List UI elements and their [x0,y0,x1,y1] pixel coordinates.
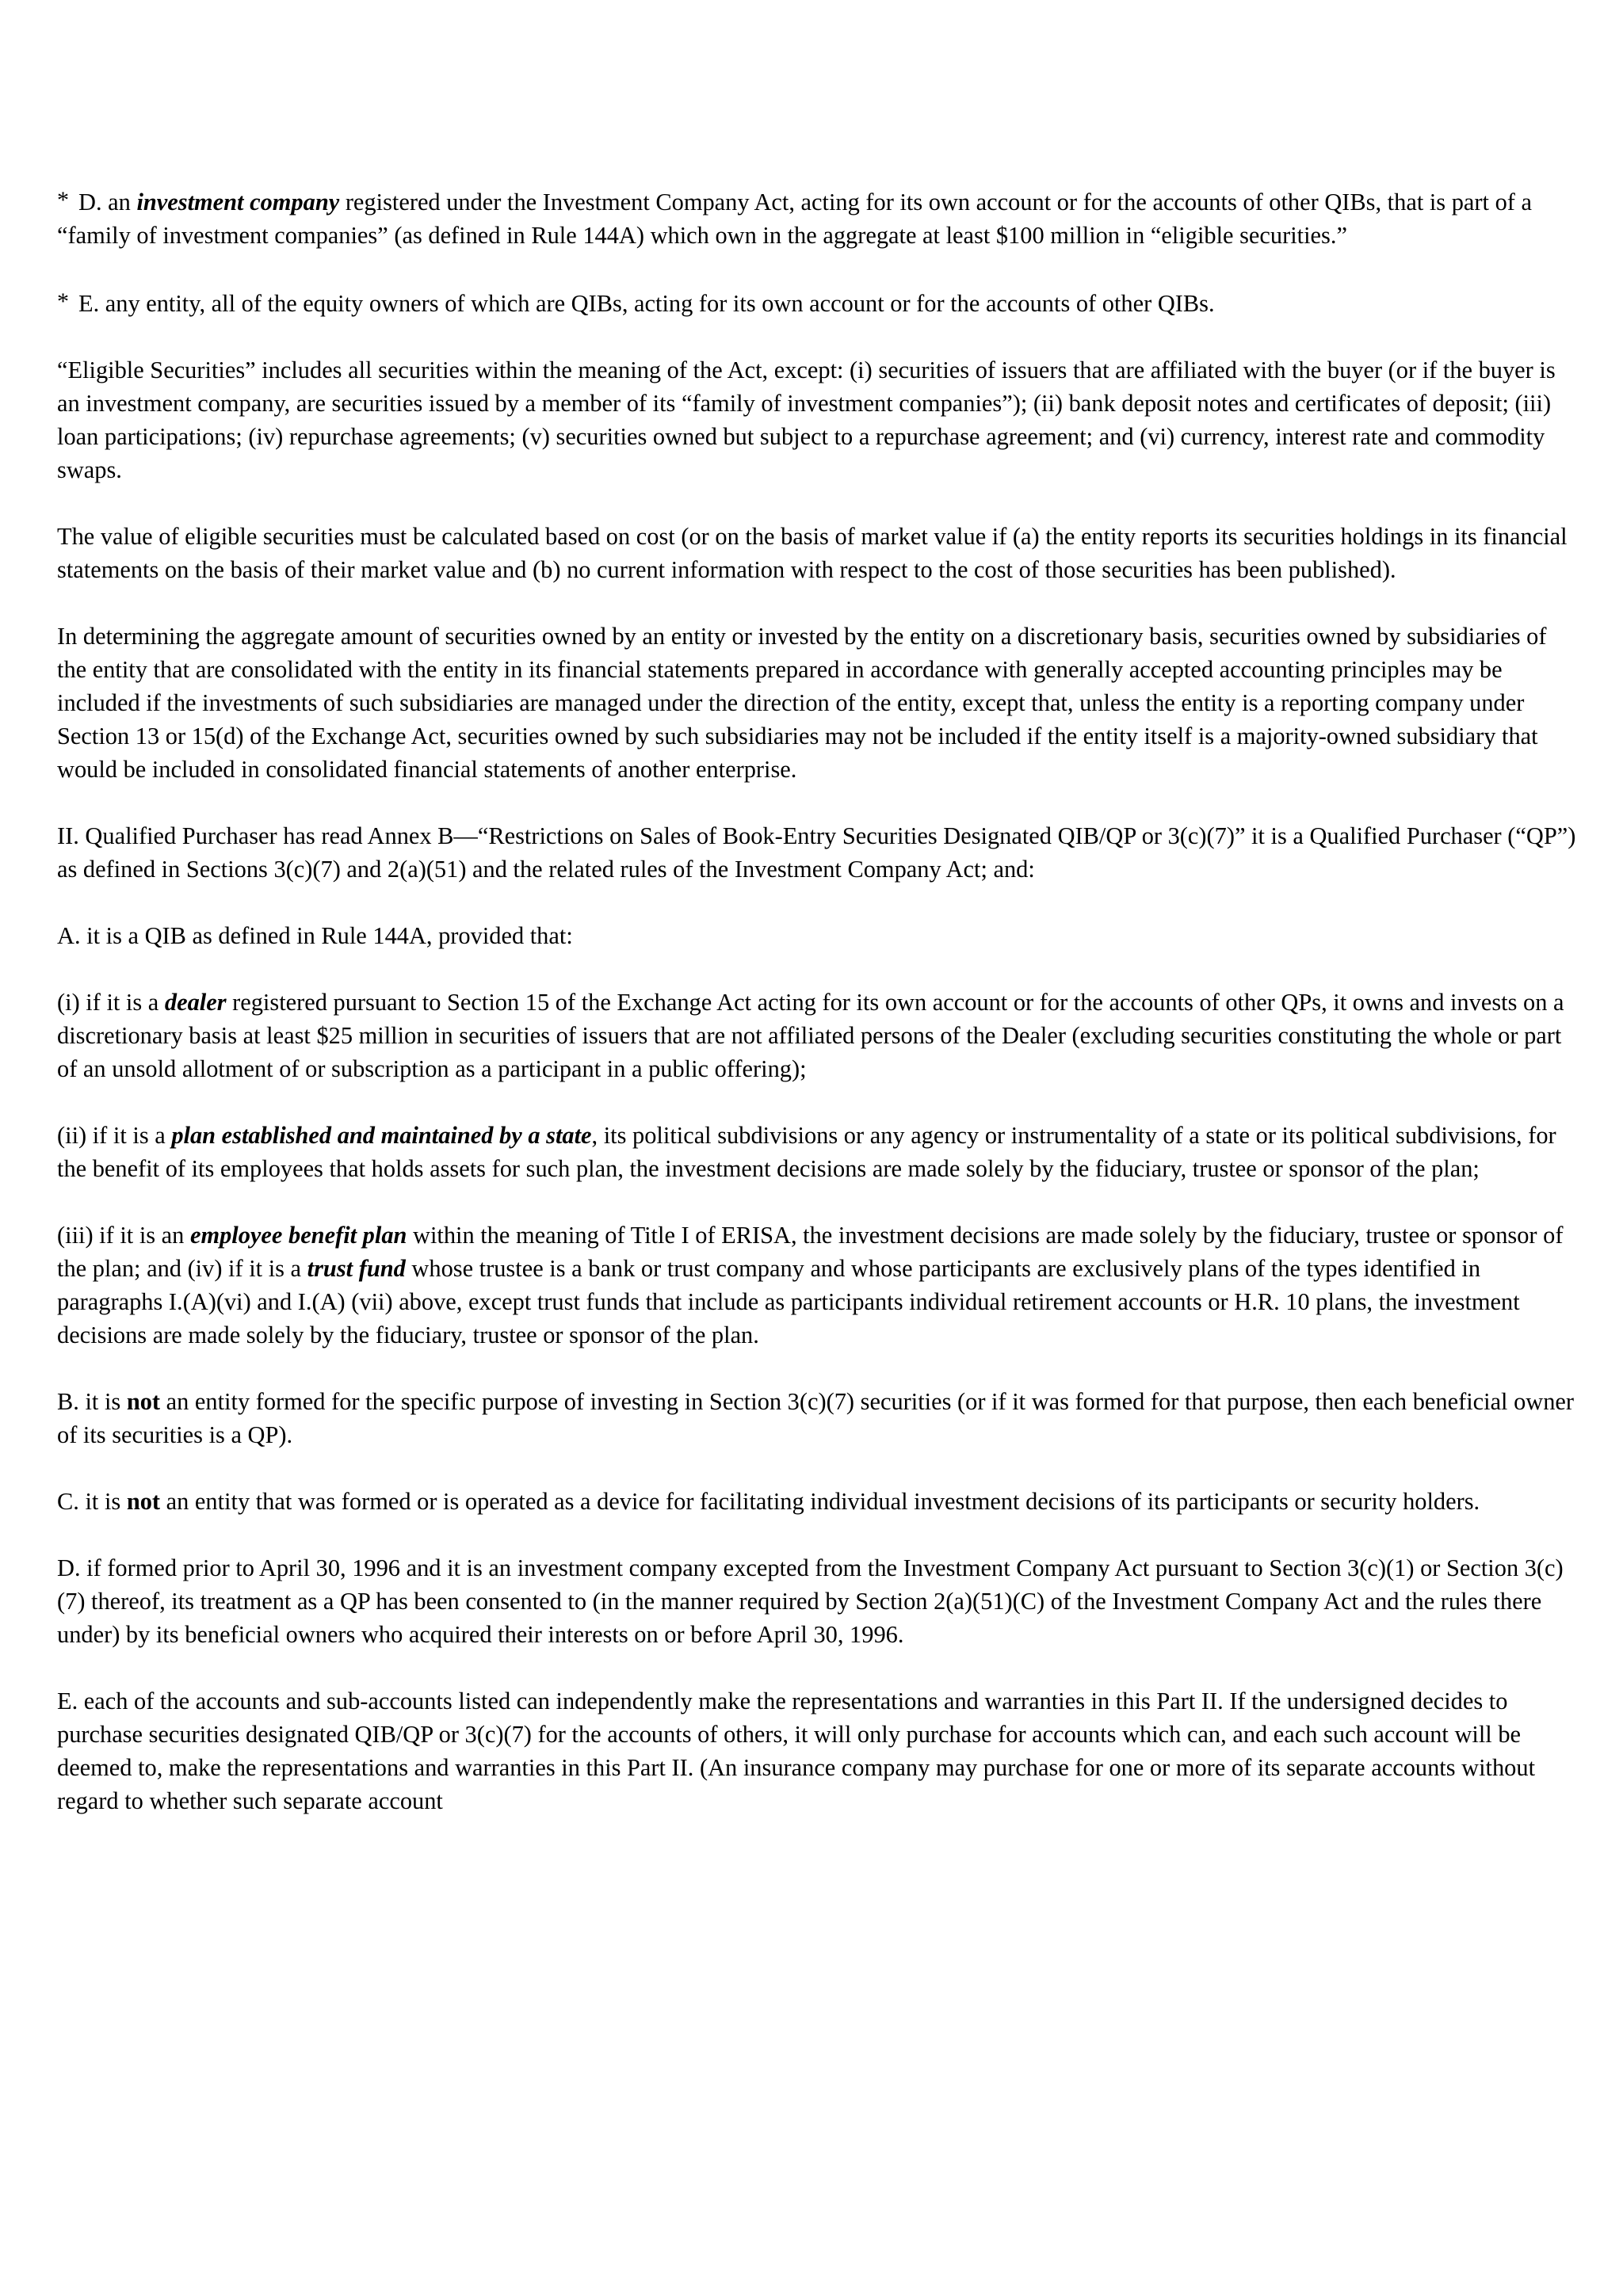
b-pre: B. it is [57,1388,127,1415]
a-i-post: registered pursuant to Section 15 of the Exchange Act acting for its own account or for the accounts of other QPs, it owns and invests on a discretionary basis at least $25 million in securities of issuers that are not affiliated persons of the Dealer (excluding securities constituting the whole or part of an unsold allotment of or subscription as a participant in a public offering); [57,989,1564,1082]
section-b [57,1385,1579,1451]
a-ii-post: , its political subdivisions or any agency or instrumentality of a state or its political subdivisions, for the benefit of its employees that holds assets for such plan, the investment decisions are made solely by the fiduciary, trustee or sponsor of the plan; [57,1122,1556,1182]
a-iii-emphasis-1: employee benefit plan [189,1222,407,1249]
eligible-securities-paragraph: “Eligible Securities” includes all securities within the meaning of the Act, except: (i) securities of issuers that are affiliated with the buyer (or if the buyer is an investment company, are securities issued by a member of its “family of investment companies”); (ii) bank deposit notes and certificates of deposit; (iii) loan participations; (iv) repurchase agreements; (v) securities owned but subject to a repurchase agreement; and (vi) currency, interest rate and commodity swaps. [57,357,1556,483]
a-iii-post: whose trustee is a bank or trust company and whose participants are exclusively plans of the types identified in paragraphs I.(A)(vi) and I.(A) (vii) above, except trust funds that include as participants individual retirement accounts or H.R. 10 plans, the investment decisions are made solely by the fiduciary, trustee or sponsor of the plan. [57,1255,1520,1348]
section-c [57,1485,1579,1518]
section-a-ii [57,1119,1579,1185]
section-a-iii [57,1219,1579,1352]
value-paragraph: The value of eligible securities must be calculated based on cost (or on the basis of market value if (a) the entity reports its securities holdings in its financial statements on the basis of their market value and (b) no current information with respect to the cost of those securities has been published). [57,523,1568,583]
b-post: an entity formed for the specific purpose of investing in Section 3(c)(7) securities (or if it was formed for that purpose, then each beneficial owner of its securities is a QP). [57,1388,1575,1448]
item-d-pre: D. an [78,189,137,215]
c-post: an entity that was formed or is operated as a device for facilitating individual investment decisions of its participants or security holders. [160,1488,1480,1515]
a-iii-pre: (iii) if it is an [57,1222,190,1249]
section-e: E. each of the accounts and sub-accounts listed can independently make the representations and warranties in this Part II. If the undersigned decides to purchase securities designated QIB/QP or 3(c)(7) for the accounts of others, it will only purchase for accounts which can, and each such account will be deemed to, make the representations and warranties in this Part II. (An insurance company may purchase for one or more of its separate accounts without regard to whether such separate account [57,1688,1536,1814]
bullet-star: * [57,288,69,315]
section-a-heading: A. it is a QIB as defined in Rule 144A, provided that: [57,922,573,949]
c-pre: C. it is [57,1488,127,1515]
item-d-post: registered under the Investment Company Act, acting for its own account or for the accounts of other QIBs, that is part of a “family of investment companies” (as defined in Rule 144A) which own in the aggregate at least $100 million in “eligible securities.” [57,189,1532,249]
b-not: not [126,1388,161,1415]
section-a-i [57,986,1579,1085]
a-iii-mid: within the meaning of Title I of ERISA, the investment decisions are made solely by the fiduciary, trustee or sponsor of the plan; and (iv) if it is a [57,1222,1564,1282]
a-iii-emphasis-2: trust fund [307,1255,406,1282]
qualified-purchaser-paragraph: II. Qualified Purchaser has read Annex B—“Restrictions on Sales of Book-Entry Securities Designated QIB/QP or 3(c)(7)” it is a Qualified Purchaser (“QP”) as defined in Sections 3(c)(7) and 2(a)(51) and the related rules of the Investment Company Act; and: [57,822,1576,883]
item-e-text: E. any entity, all of the equity owners of which are QIBs, acting for its own account or for the accounts of other QIBs. [78,290,1215,317]
item-d-emphasis: investment company [136,189,340,215]
a-ii-emphasis: plan established and maintained by a state [171,1122,592,1149]
item-d-investment-company [57,184,1579,252]
a-ii-pre: (ii) if it is a [57,1122,172,1149]
bullet-star: * [57,187,69,213]
determining-paragraph: In determining the aggregate amount of securities owned by an entity or invested by the entity on a discretionary basis, securities owned by subsidiaries of the entity that are consolidated with the entity in its financial statements prepared in accordance with generally accepted accounting principles may be included if the investments of such subsidiaries are managed under the direction of the entity, except that, unless the entity is a reporting company under Section 13 or 15(d) of the Exchange Act, securities owned by such subsidiaries may not be included if the entity itself is a majority-owned subsidiary that would be included in consolidated financial statements of another enterprise. [57,623,1547,783]
item-e-entity [57,285,1579,320]
a-i-emphasis: dealer [164,989,227,1016]
section-d: D. if formed prior to April 30, 1996 and it is an investment company excepted from the Investment Company Act pursuant to Section 3(c)(1) or Section 3(c)(7) thereof, its treatment as a QP has been consented to (in the manner required by Section 2(a)(51)(C) of the Investment Company Act and the rules there under) by its beneficial owners who acquired their interests on or before April 30, 1996. [57,1554,1564,1648]
a-i-pre: (i) if it is a [57,989,165,1016]
c-not: not [126,1488,161,1515]
